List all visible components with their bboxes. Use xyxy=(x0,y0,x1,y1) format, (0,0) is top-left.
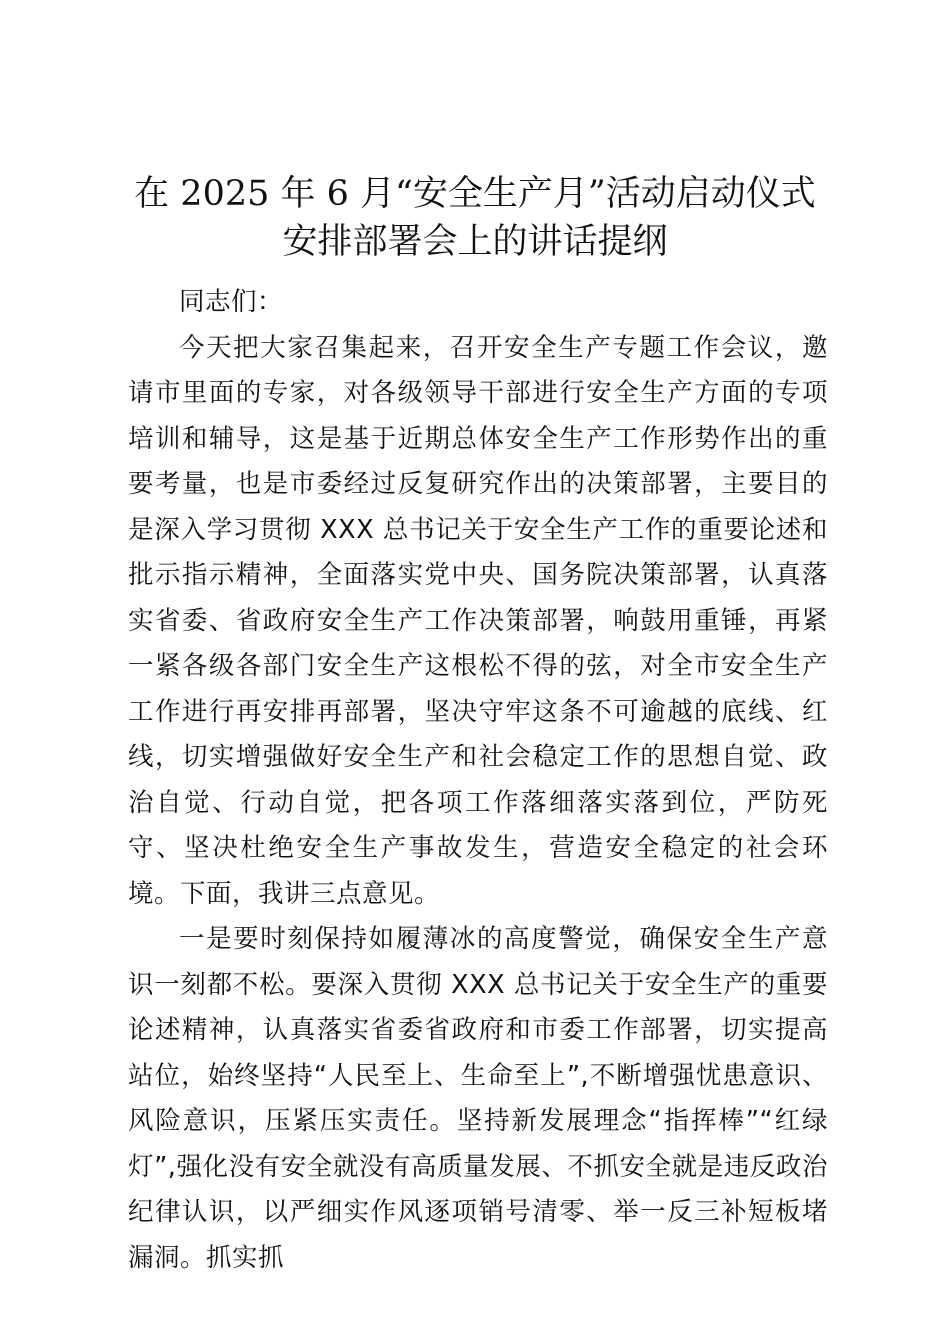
document-title xyxy=(100,170,850,266)
title-line-1: 在 2025 年 6 月“安全生产月”活动启动仪式 xyxy=(134,174,816,214)
paragraph-intro: 今天把大家召集起来，召开安全生产专题工作会议，邀请市里面的专家，对各级领导干部进行安全生产方面的专项培训和辅导，这是基于近期总体安全生产工作形势作出的重要考量，也是市委经过反复研究作出的决策部署，主要目的是深入学习贯彻 XXX 总书记关于安全生产工作的重要论述和批示指示精神，全面落实党中央、国务院决策部署，认真落实省委、省政府安全生产工作决策部署，响鼓用重锤，再紧一紧各级各部门安全生产这根松不得的弦，对全市安全生产工作进行再安排再部署，坚决守牢这条不可逾越的底线、红线，切实增强做好安全生产和社会稳定工作的思想自觉、政治自觉、行动自觉，把各项工作落细落实落到位，严防死守、坚决杜绝安全生产事故发生，营造安全稳定的社会环境。下面，我讲三点意见。 xyxy=(128,332,828,909)
title-line-2: 安排部署会上的讲话提纲 xyxy=(282,222,668,262)
greeting: 同志们： xyxy=(179,287,284,317)
paragraph-point-one: 一是要时刻保持如履薄冰的高度警觉，确保安全生产意识一刻都不松。要深入贯彻 XXX 总书记关于安全生产的重要论述精神，认真落实省委省政府和市委工作部署，切实提高站位，始终坚持“人民至上、生命至上”,不断增强忧患意识、风险意识，压紧压实责任。坚持新发展理念“指挥棒”“红绿灯”,强化没有安全就没有高质量发展、不抓安全就是违反政治纪律认识，以严细实作风逐项销号清零、举一反三补短板堵漏洞。抓实抓 xyxy=(128,924,828,1273)
document-body xyxy=(128,280,828,1281)
